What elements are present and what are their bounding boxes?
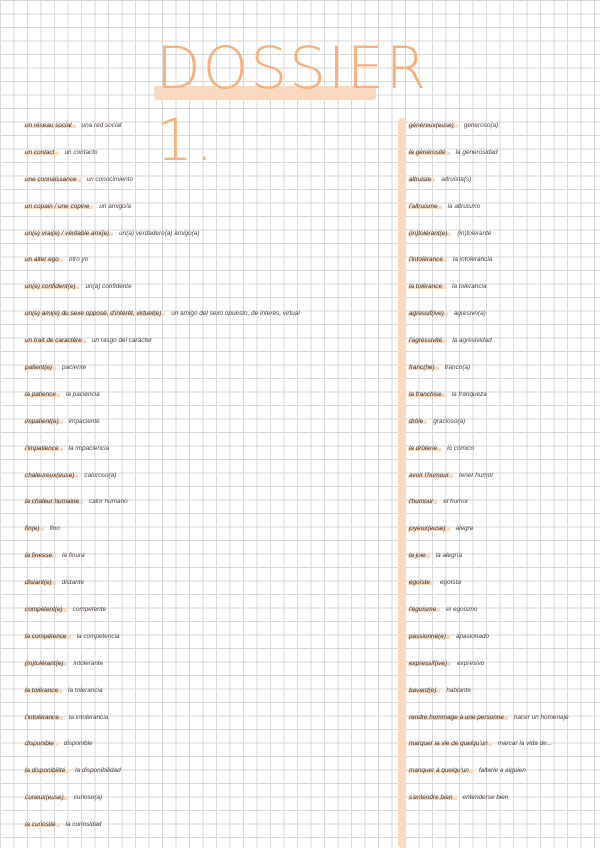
vocab-translation: distante — [61, 579, 85, 587]
vocab-translation: un conocimiento — [86, 175, 134, 183]
vocab-entry — [24, 193, 392, 220]
vocab-entry — [408, 327, 598, 354]
vocab-term: l'intolérance — [24, 714, 63, 721]
vocab-entry — [24, 435, 392, 462]
vocab-term: la patience — [24, 391, 60, 398]
vocab-translation: hacer un homenaje — [513, 713, 569, 721]
vocab-entry — [408, 354, 598, 381]
vocab-term: avoir l'humour — [408, 472, 453, 479]
vocab-entry — [408, 193, 598, 220]
vocab-term: un contact — [24, 149, 59, 156]
vocab-translation: caluroso(a) — [84, 471, 117, 479]
vocab-translation: otro yo — [68, 256, 89, 264]
vocab-term: manquer à quelqu'un — [408, 767, 473, 774]
vocab-entry — [408, 730, 598, 757]
vocab-term: l'agressivité — [408, 337, 446, 344]
vocab-translation: faltarle a alguien — [478, 767, 526, 775]
vocab-entry — [24, 784, 392, 811]
column-divider — [398, 118, 406, 848]
vocab-entry — [24, 300, 392, 327]
vocab-entry — [408, 704, 598, 731]
vocab-term: la tolérance — [408, 283, 446, 290]
vocab-translation: entenderse bien — [462, 794, 509, 802]
vocab-term: l'intolérance — [408, 256, 447, 263]
vocab-translation: altruista(s) — [441, 175, 472, 183]
vocab-entry — [24, 462, 392, 489]
vocab-translation: la tolerancia — [452, 283, 487, 291]
vocab-translation: franco(a) — [444, 363, 471, 371]
vocab-entry — [24, 166, 392, 193]
vocab-entry — [408, 677, 598, 704]
vocab-entry — [408, 757, 598, 784]
vocab-term: drôle — [408, 418, 427, 425]
vocab-translation: expresivo — [457, 659, 485, 667]
vocab-entry — [24, 515, 392, 542]
vocab-entry — [408, 569, 598, 596]
vocab-translation: lo cómico — [447, 444, 475, 452]
vocab-term: l'égoïsme — [408, 606, 440, 613]
vocab-term: la tolérance — [24, 687, 62, 694]
vocab-translation: marcar la vida de... — [497, 740, 553, 748]
vocab-translation: paciente — [62, 363, 87, 371]
vocab-term: égoïste — [408, 579, 434, 586]
vocab-term: fin(e) — [24, 525, 44, 532]
vocab-entry — [408, 300, 598, 327]
vocab-term: un(e) confident(e) — [24, 283, 79, 290]
vocab-term: la finesse — [24, 552, 56, 559]
vocab-translation: un(a) confidente — [85, 283, 132, 291]
vocab-term: un réseau social — [24, 122, 76, 129]
vocab-term: la générosité — [408, 149, 450, 156]
vocab-translation: el humor — [443, 498, 469, 506]
vocab-entry — [408, 139, 598, 166]
vocab-translation: intolerante — [73, 659, 104, 667]
vocab-translation: un(a) verdadero(a) amigo(a) — [119, 229, 200, 237]
vocab-translation: gracioso(a) — [433, 417, 466, 425]
vocab-translation: la alegría — [435, 552, 462, 560]
vocab-entry — [24, 757, 392, 784]
vocab-term: chaleureux(euse) — [24, 472, 78, 479]
vocab-entry — [408, 273, 598, 300]
vocab-translation: hablante — [446, 686, 471, 694]
vocab-term: un copain / une copine — [24, 203, 93, 210]
vocab-term: curieux(euse) — [24, 794, 68, 801]
vocab-entry — [24, 408, 392, 435]
vocab-translation: la agresividad — [452, 337, 492, 345]
vocab-translation: la curiosidad — [65, 821, 102, 829]
vocab-translation: la intolerancia — [68, 713, 109, 721]
vocabulary-column-left — [24, 112, 392, 838]
vocab-term: un trait de caractère — [24, 337, 86, 344]
vocab-entry — [408, 166, 598, 193]
vocab-term: impatient(e) — [24, 418, 63, 425]
vocab-term: la franchise — [408, 391, 446, 398]
vocab-translation: la franqueza — [451, 390, 487, 398]
vocab-entry — [408, 381, 598, 408]
vocab-term: l'altruisme — [408, 203, 442, 210]
vocab-term: passionné(e) — [408, 633, 450, 640]
vocab-entry — [24, 112, 392, 139]
vocab-term: l'humour — [408, 498, 437, 505]
vocab-entry — [24, 542, 392, 569]
vocab-translation: un contacto — [64, 148, 98, 156]
vocab-translation: la generosidad — [455, 148, 498, 156]
vocab-entry — [408, 408, 598, 435]
vocab-term: altruiste — [408, 176, 435, 183]
vocab-term: généreux(euse) — [408, 122, 458, 129]
vocab-translation: la disponibilidad — [75, 767, 121, 775]
vocab-term: l'impatience — [24, 445, 63, 452]
vocab-translation: la impaciencia — [68, 444, 110, 452]
vocabulary-column-right — [408, 112, 598, 811]
vocab-translation: un amigo del sexo opuesto, de interés, virtual — [171, 310, 300, 318]
vocab-translation: un rasgo del carácter — [91, 337, 152, 345]
vocab-translation: el egoísmo — [446, 605, 478, 613]
vocab-entry — [24, 569, 392, 596]
vocab-translation: agresivo(a) — [453, 310, 486, 318]
vocab-entry — [24, 246, 392, 273]
vocab-term: joyeux(euse) — [408, 525, 450, 532]
vocab-translation: alegre — [455, 525, 474, 533]
vocab-term: marquer la vie de quelqu'un — [408, 740, 492, 747]
vocab-term: la disponibilité — [24, 767, 69, 774]
vocab-entry — [408, 112, 598, 139]
vocab-translation: la competencia — [76, 632, 120, 640]
vocab-term: une connaissance — [24, 176, 81, 183]
vocab-term: la joie — [408, 552, 430, 559]
vocab-translation: curioso(a) — [73, 794, 103, 802]
vocab-translation: la finura — [62, 552, 85, 560]
vocab-entry — [24, 596, 392, 623]
vocab-translation: fino — [49, 525, 60, 533]
vocab-term: s'entendre bien — [408, 794, 457, 801]
vocab-term: (in)tolérant(e) — [24, 660, 67, 667]
vocab-entry — [408, 784, 598, 811]
vocab-term: un(e) ami(e) du sexe opposé, d'intérêt, virtuel(e) — [24, 310, 165, 317]
vocab-term: la drôlerie — [408, 445, 441, 452]
vocab-term: la compétence — [24, 633, 71, 640]
vocab-translation: la paciencia — [65, 390, 100, 398]
vocab-entry — [24, 488, 392, 515]
vocab-term: expressif(ive) — [408, 660, 451, 667]
vocab-entry — [408, 488, 598, 515]
vocab-entry — [24, 623, 392, 650]
vocab-entry — [24, 139, 392, 166]
vocab-term: un alter ego — [24, 256, 63, 263]
vocab-entry — [408, 542, 598, 569]
vocab-entry — [408, 596, 598, 623]
vocab-entry — [408, 435, 598, 462]
vocab-term: agressif(ive) — [408, 310, 448, 317]
vocab-entry — [24, 220, 392, 247]
vocab-entry — [408, 462, 598, 489]
vocab-term: compétent(e) — [24, 606, 67, 613]
vocab-translation: disponible — [63, 740, 93, 748]
vocab-entry — [24, 811, 392, 838]
vocab-entry — [24, 354, 392, 381]
vocab-term: rendre hommage à une personne — [408, 714, 508, 721]
vocab-term: franc(he) — [408, 364, 439, 371]
vocab-entry — [408, 650, 598, 677]
vocab-translation: egoísta — [439, 579, 461, 587]
vocab-term: disponible — [24, 740, 58, 747]
vocab-entry — [408, 246, 598, 273]
vocab-entry — [24, 273, 392, 300]
vocab-term: bavard(e) — [408, 687, 440, 694]
vocab-translation: la altruismo — [447, 202, 481, 210]
vocab-entry — [24, 327, 392, 354]
vocab-entry — [24, 650, 392, 677]
vocab-translation: calor humano — [89, 498, 128, 506]
vocab-translation: impaciente — [68, 417, 100, 425]
vocab-translation: (in)tolerante — [457, 229, 492, 237]
vocab-term: distant(e) — [24, 579, 56, 586]
title-text: DOSSIER 1. — [156, 34, 428, 174]
vocab-entry — [408, 220, 598, 247]
vocab-term: un(e) vrai(e) / véritable ami(e) — [24, 230, 113, 237]
vocab-translation: la intolerancia — [452, 256, 493, 264]
vocab-term: la curiosité — [24, 821, 60, 828]
vocab-translation: la tolerancia — [68, 686, 103, 694]
vocab-translation: una red social — [81, 121, 122, 129]
vocab-entry — [408, 515, 598, 542]
vocab-term: la chaleur humaine — [24, 498, 83, 505]
vocab-translation: apasionado — [455, 632, 490, 640]
vocab-entry — [24, 730, 392, 757]
vocab-translation: generoso(a) — [463, 121, 499, 129]
vocab-translation: un amigo/a — [99, 202, 131, 210]
vocab-entry — [24, 677, 392, 704]
vocab-translation: tener humor — [458, 471, 494, 479]
vocab-entry — [24, 381, 392, 408]
vocab-translation: competente — [72, 605, 107, 613]
vocab-term: patient(e) — [24, 364, 56, 371]
vocab-entry — [24, 704, 392, 731]
vocab-term: (in)tolérant(e) — [408, 230, 451, 237]
vocab-entry — [408, 623, 598, 650]
